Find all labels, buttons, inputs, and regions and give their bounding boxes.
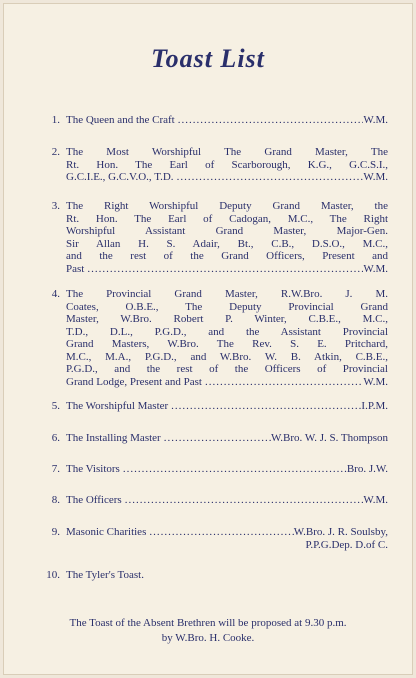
toast-text-line: Past — [66, 262, 85, 275]
dot-leader — [175, 114, 364, 127]
toast-text-line: T.D., D.L., P.G.D., and the Assistant Provincial — [66, 325, 388, 338]
toast-text-line: Grand Lodge, Present and Past — [66, 375, 202, 388]
dot-leader — [174, 171, 364, 184]
toast-respondent: W.M. — [363, 375, 388, 388]
footer-line-2: by W.Bro. H. Cooke. — [161, 632, 255, 644]
toast-text: The Officers — [66, 494, 122, 506]
toast-text-line: P.G.D., and the rest of the Officers of Provincial — [66, 363, 388, 375]
toast-respondent: W.M. — [363, 262, 388, 275]
toast-text-line: and the rest of the Grand Officers, Present and — [66, 250, 388, 262]
toast-text: The Installing Master — [66, 432, 161, 444]
dot-leader — [146, 526, 293, 539]
toast-text-line: Rt. Hon. The Earl of Scarborough, K.G., G.C.S.I., — [66, 158, 388, 171]
toast-respondent: W.Bro. W. J. S. Thompson — [270, 432, 388, 444]
toast-number: 4. — [51, 288, 60, 300]
toast-text-line: Grand Masters, W.Bro. The Rev. S. E. Pritchard, — [66, 338, 388, 350]
toast-respondent: Bro. J.W. — [346, 463, 388, 475]
toast-text-line: Coates, O.B.E., The Deputy Provincial Grand — [66, 300, 388, 313]
toast-number: 2. — [51, 146, 60, 158]
toast-number: 8. — [51, 494, 60, 506]
toast-number: 9. — [51, 526, 60, 538]
toast-text: The Tyler's Toast. — [66, 569, 144, 581]
toast-list-card — [3, 3, 413, 675]
toast-respondent: W.M. — [363, 494, 388, 506]
toast-text: The Worshipful Master — [66, 400, 169, 412]
toast-respondent: W.M. — [363, 114, 388, 126]
toast-text-line: The Provincial Grand Master, R.W.Bro. J. M. — [66, 288, 388, 300]
toast-text-line: Master, W.Bro. Robert P. Winter, C.B.E., M.C., — [66, 313, 388, 325]
toast-text-line: Rt. Hon. The Earl of Cadogan, M.C., The Right — [66, 212, 388, 225]
toast-respondent-line-2: P.P.G.Dep. D.of C. — [305, 538, 388, 551]
toast-text-line: Worshipful Assistant Grand Master, Major-Gen. — [66, 225, 388, 237]
dot-leader — [202, 376, 363, 389]
dot-leader — [122, 494, 364, 507]
toast-respondent: I.P.M. — [361, 400, 388, 412]
toast-text: The Queen and the Craft — [66, 114, 175, 126]
toast-number: 6. — [51, 432, 60, 444]
dot-leader — [84, 263, 363, 276]
toast-number: 7. — [51, 463, 60, 475]
toast-respondent: W.M. — [363, 171, 388, 183]
toast-text-line: G.C.I.E., G.C.V.O., T.D. — [66, 171, 174, 183]
footer-line-1: The Toast of the Absent Brethren will be proposed at 9.30 p.m. — [69, 617, 347, 629]
dot-leader — [161, 432, 271, 445]
toast-text: The Visitors — [66, 463, 120, 475]
dot-leader — [168, 400, 361, 413]
dot-leader — [120, 463, 347, 476]
toast-number: 10. — [46, 569, 60, 581]
toast-number: 1. — [51, 114, 60, 126]
toast-text-line: The Most Worshipful The Grand Master, The — [66, 146, 388, 158]
toast-text-line: The Right Worshipful Deputy Grand Master, the — [66, 200, 388, 212]
toast-respondent: W.Bro. J. R. Soulsby, — [293, 526, 388, 538]
toast-number: 5. — [51, 400, 60, 412]
absent-brethren-note — [24, 616, 392, 646]
toast-text-line: M.C., M.A., P.G.D., and W.Bro. W. B. Atkin, C.B.E., — [66, 350, 388, 363]
toast-text: Masonic Charities — [66, 526, 147, 538]
page-title: Toast List — [151, 44, 265, 73]
toast-text-line: Sir Allan H. S. Adair, Bt., C.B., D.S.O., M.C., — [66, 237, 388, 250]
toast-number: 3. — [51, 200, 60, 212]
